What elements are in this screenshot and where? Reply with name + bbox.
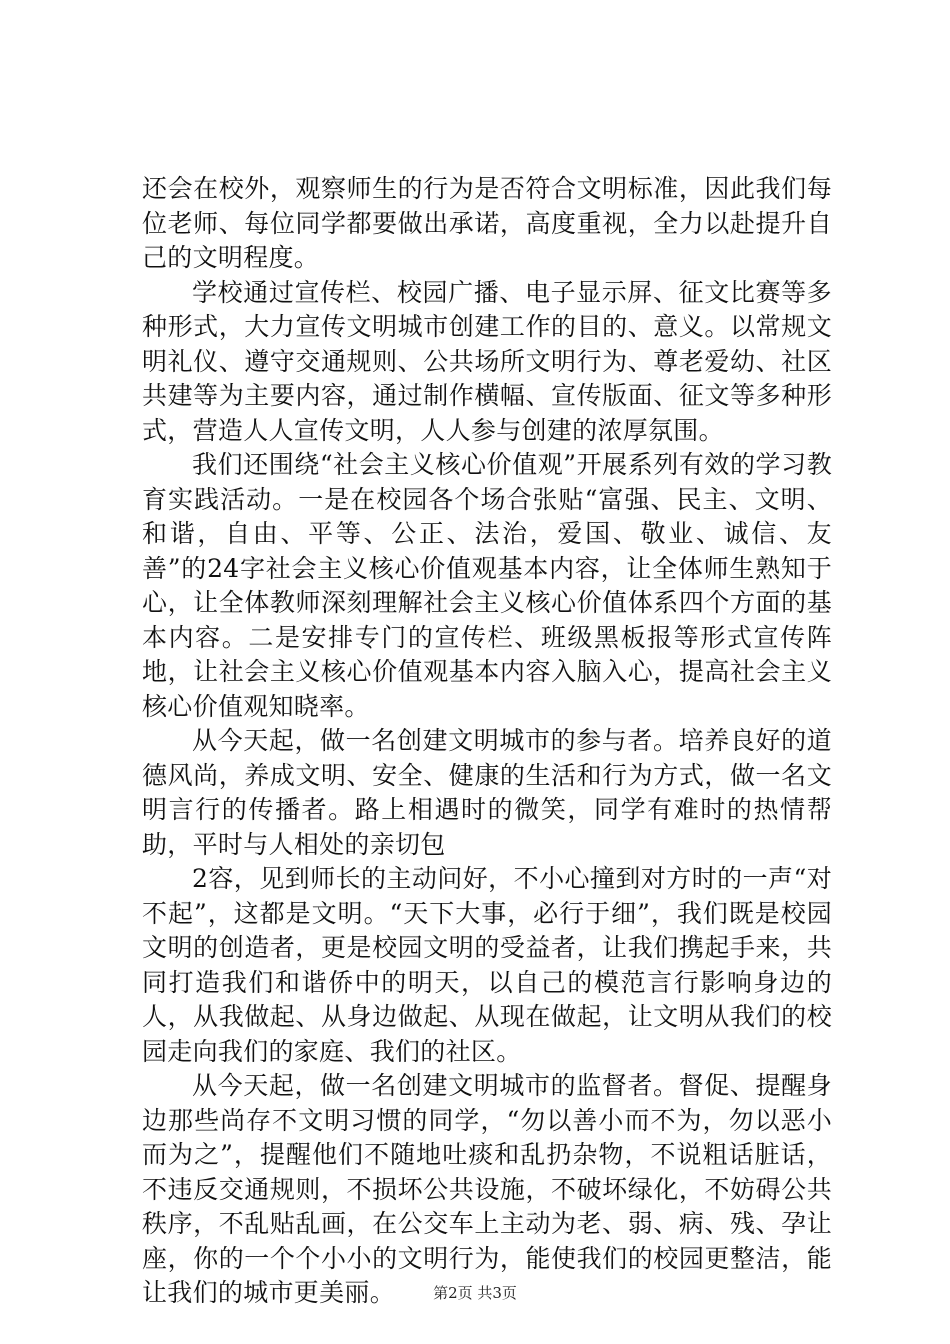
paragraph: 学校通过宣传栏、校园广播、电子显示屏、征文比赛等多种形式，大力宣传文明城市创建工作的目的、意义。以常规文明礼仪、遵守交通规则、公共场所文明行为、尊老爱幼、社区共建等为主要内容，通过制作横幅、宣传版面、征文等多种形式，营造人人宣传文明，人人参与创建的浓厚氛围。	[142, 277, 832, 445]
paragraph: 还会在校外，观察师生的行为是否符合文明标准，因此我们每位老师、每位同学都要做出承诺，高度重视，全力以赴提升自己的文明程度。	[142, 174, 832, 272]
document-body	[142, 172, 832, 1311]
paragraph: 2容，见到师长的主动问好，不小心撞到对方时的一声“对不起”，这都是文明。“天下大事，必行于细”，我们既是校园文明的创造者，更是校园文明的受益者，让我们携起手来，共同打造我们和谐侨中的明天，以自己的模范言行影响身边的人，从我做起、从身边做起、从现在做起，让文明从我们的校园走向我们的家庭、我们的社区。	[142, 864, 832, 1066]
paragraph: 从今天起，做一名创建文明城市的参与者。培养良好的道德风尚，养成文明、安全、健康的生活和行为方式，做一名文明言行的传播者。路上相遇时的微笑，同学有难时的热情帮助，平时与人相处的亲切包	[142, 726, 832, 859]
paragraph: 我们还围绕“社会主义核心价值观”开展系列有效的学习教育实践活动。一是在校园各个场合张贴“富强、民主、文明、和谐，自由、平等、公正、法治，爱国、敬业、诚信、友善”的24字社会主义核心价值观基本内容，让全体师生熟知于心，让全体教师深刻理解社会主义核心价值体系四个方面的基本内容。二是安排专门的宣传栏、班级黑板报等形式宣传阵地，让社会主义核心价值观基本内容入脑入心，提高社会主义核心价值观知晓率。	[142, 450, 832, 721]
paragraph: 从今天起，做一名创建文明城市的监督者。督促、提醒身边那些尚存不文明习惯的同学，“勿以善小而不为，勿以恶小而为之”，提醒他们不随地吐痰和乱扔杂物，不说粗话脏话，不违反交通规则，不损坏公共设施，不破坏绿化，不妨碍公共秩序，不乱贴乱画，在公交车上主动为老、弱、病、残、孕让座，你的一个个小小的文明行为，能使我们的校园更整洁，能让我们的城市更美丽。	[142, 1071, 832, 1307]
page-footer: 第2页 共3页	[433, 1284, 517, 1302]
